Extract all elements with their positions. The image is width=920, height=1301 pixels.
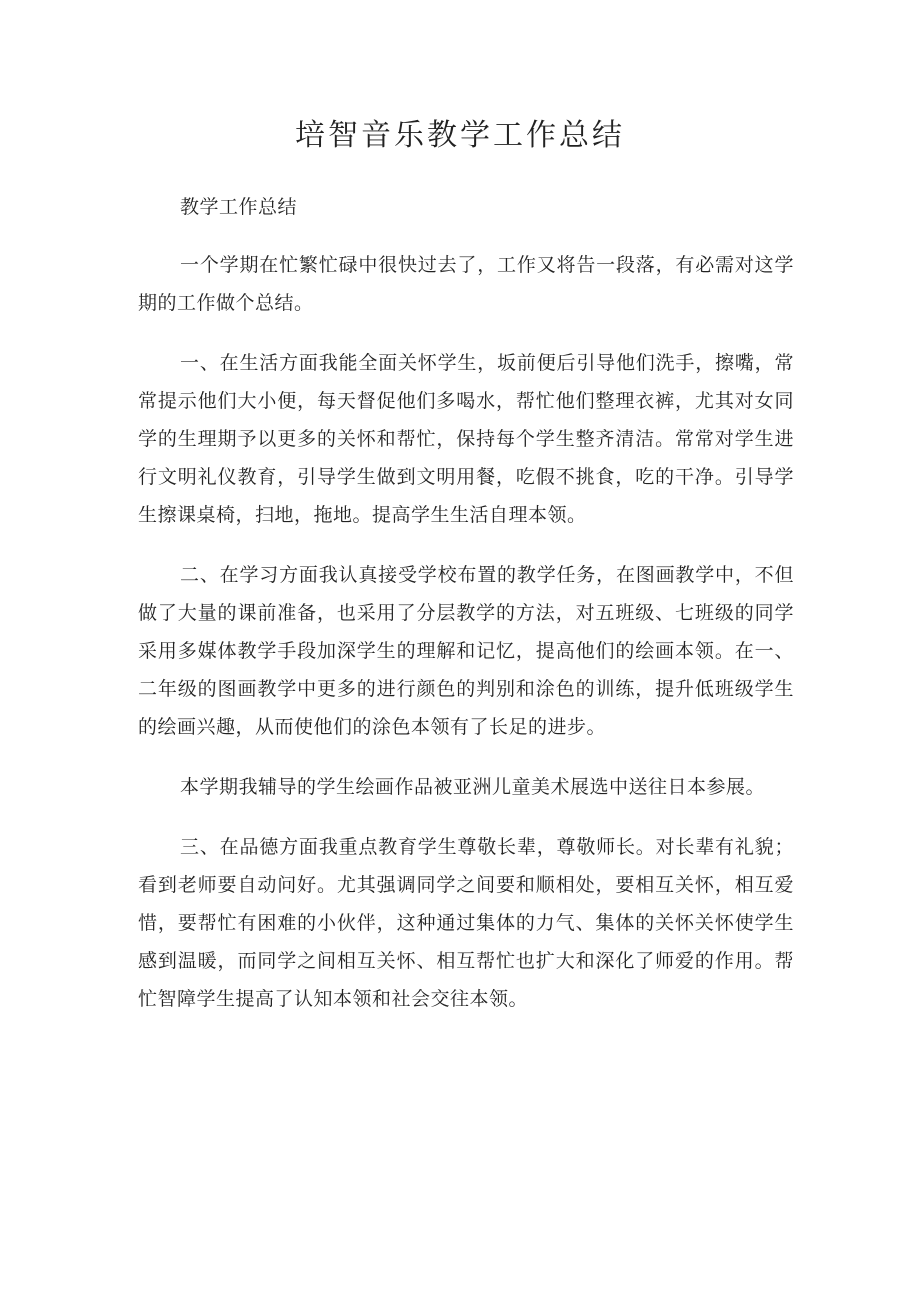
document-title: 培智音乐教学工作总结 <box>295 118 625 153</box>
intro-paragraph: 一个学期在忙繁忙碌中很快过去了，工作又将告一段落，有必需对这学期的工作做个总结。 <box>138 254 794 314</box>
award-paragraph: 本学期我辅导的学生绘画作品被亚洲儿童美术展选中送往日本参展。 <box>180 776 766 798</box>
document-body <box>138 188 794 1018</box>
study-paragraph: 二、在学习方面我认真接受学校布置的教学任务，在图画教学中，不但做了大量的课前准备，也采用了分层教学的方法，对五班级、七班级的同学采用多媒体教学手段加深学生的理解和记忆，提高他们的绘画本领。在一、二年级的图画教学中更多的进行颜色的判别和涂色的训练，提升低班级学生的绘画兴趣，从而使他们的涂色本领有了长足的进步。 <box>138 564 794 738</box>
morality-paragraph: 三、在品德方面我重点教育学生尊敬长辈，尊敬师长。对长辈有礼貌；看到老师要自动问好。尤其强调同学之间要和顺相处，要相互关怀，相互爱惜，要帮忙有困难的小伙伴，这种通过集体的力气、集体的关怀关怀使学生感到温暖，而同学之间相互关怀、相互帮忙也扩大和深化了师爱的作用。帮忙智障学生提高了认知本领和社会交往本领。 <box>138 836 794 1010</box>
section-heading: 教学工作总结 <box>180 196 298 218</box>
life-paragraph: 一、在生活方面我能全面关怀学生，坂前便后引导他们洗手，擦嘴，常常提示他们大小便，每天督促他们多喝水，帮忙他们整理衣裤，尤其对女同学的生理期予以更多的关怀和帮忙，保持每个学生整齐清洁。常常对学生进行文明礼仪教育，引导学生做到文明用餐，吃假不挑食，吃的干净。引导学生擦课桌椅，扫地，拖地。提高学生生活自理本领。 <box>138 352 794 526</box>
